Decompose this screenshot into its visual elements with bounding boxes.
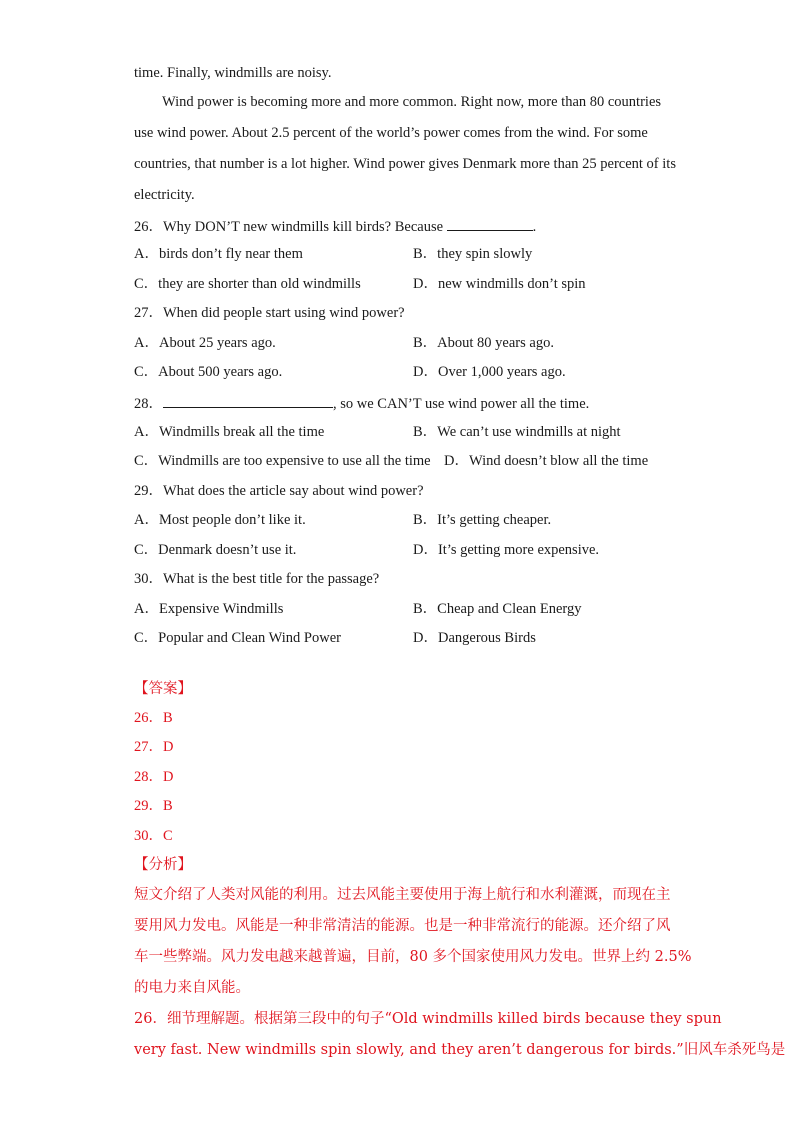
answer-blank: [447, 216, 533, 231]
option-a: A．About 25 years ago.: [134, 335, 276, 351]
passage-line: Wind power is becoming more and more common. Right now, more than 80 countries: [162, 94, 662, 110]
option-c: C．Windmills are too expensive to use all the time: [134, 453, 431, 469]
option-d: D．Dangerous Birds: [413, 630, 536, 646]
question-stem: [134, 216, 536, 236]
question-text: , so we CAN’T use wind power all the time.: [333, 396, 590, 412]
analysis-line: 的电力来自风能。: [134, 980, 250, 996]
question-text: 26．Why DON’T new windmills kill birds? Because: [134, 219, 444, 235]
option-d: D．Wind doesn’t blow all the time: [444, 453, 649, 469]
option-c: C．Denmark doesn’t use it.: [134, 542, 297, 558]
answer-item: 26．B: [134, 710, 173, 726]
answer-heading: 【答案】: [134, 681, 192, 697]
question-stem: 30．What is the best title for the passage?: [134, 571, 380, 587]
option-c: C．About 500 years ago.: [134, 364, 283, 380]
analysis-line: 车一些弊端。风力发电越来越普遍，目前，80 多个国家使用风力发电。世界上约 2.5%: [134, 949, 692, 965]
question-stem: [134, 393, 589, 413]
option-b: B．It’s getting cheaper.: [413, 512, 552, 528]
option-b: B．Cheap and Clean Energy: [413, 601, 582, 617]
passage-line: countries, that number is a lot higher. Wind power gives Denmark more than 25 percent of its: [134, 156, 676, 172]
question-number: 28．: [134, 396, 163, 412]
answer-item: 30．C: [134, 828, 173, 844]
passage-line: time. Finally, windmills are noisy.: [134, 65, 332, 81]
analysis-line: 要用风力发电。风能是一种非常清洁的能源。也是一种非常流行的能源。还介绍了风: [134, 918, 671, 934]
question-stem: 29．What does the article say about wind power?: [134, 483, 424, 499]
analysis-line: very fast. New windmills spin slowly, and they aren’t dangerous for birds.”旧风车杀死鸟是: [134, 1042, 786, 1058]
answer-blank: [163, 393, 333, 408]
option-a: A．Windmills break all the time: [134, 424, 325, 440]
answer-item: 28．D: [134, 769, 174, 785]
option-a: A．Most people don’t like it.: [134, 512, 306, 528]
analysis-line: 短文介绍了人类对风能的利用。过去风能主要使用于海上航行和水利灌溉，而现在主: [134, 887, 671, 903]
option-d: D．Over 1,000 years ago.: [413, 364, 566, 380]
option-b: B．they spin slowly: [413, 246, 533, 262]
answer-item: 29．B: [134, 798, 173, 814]
option-a: A．Expensive Windmills: [134, 601, 284, 617]
passage-line: use wind power. About 2.5 percent of the world’s power comes from the wind. For some: [134, 125, 648, 141]
answer-item: 27．D: [134, 739, 174, 755]
option-d: D．It’s getting more expensive.: [413, 542, 600, 558]
option-c: C．they are shorter than old windmills: [134, 276, 361, 292]
option-d: D．new windmills don’t spin: [413, 276, 586, 292]
analysis-heading: 【分析】: [134, 857, 192, 873]
option-a: A．birds don’t fly near them: [134, 246, 303, 262]
analysis-line: 26．细节理解题。根据第三段中的句子“Old windmills killed birds because they spun: [134, 1011, 722, 1027]
passage-line: electricity.: [134, 187, 195, 203]
question-stem: 27．When did people start using wind power?: [134, 305, 405, 321]
option-b: B．About 80 years ago.: [413, 335, 554, 351]
option-b: B．We can’t use windmills at night: [413, 424, 621, 440]
option-c: C．Popular and Clean Wind Power: [134, 630, 341, 646]
question-suffix: .: [532, 219, 537, 235]
